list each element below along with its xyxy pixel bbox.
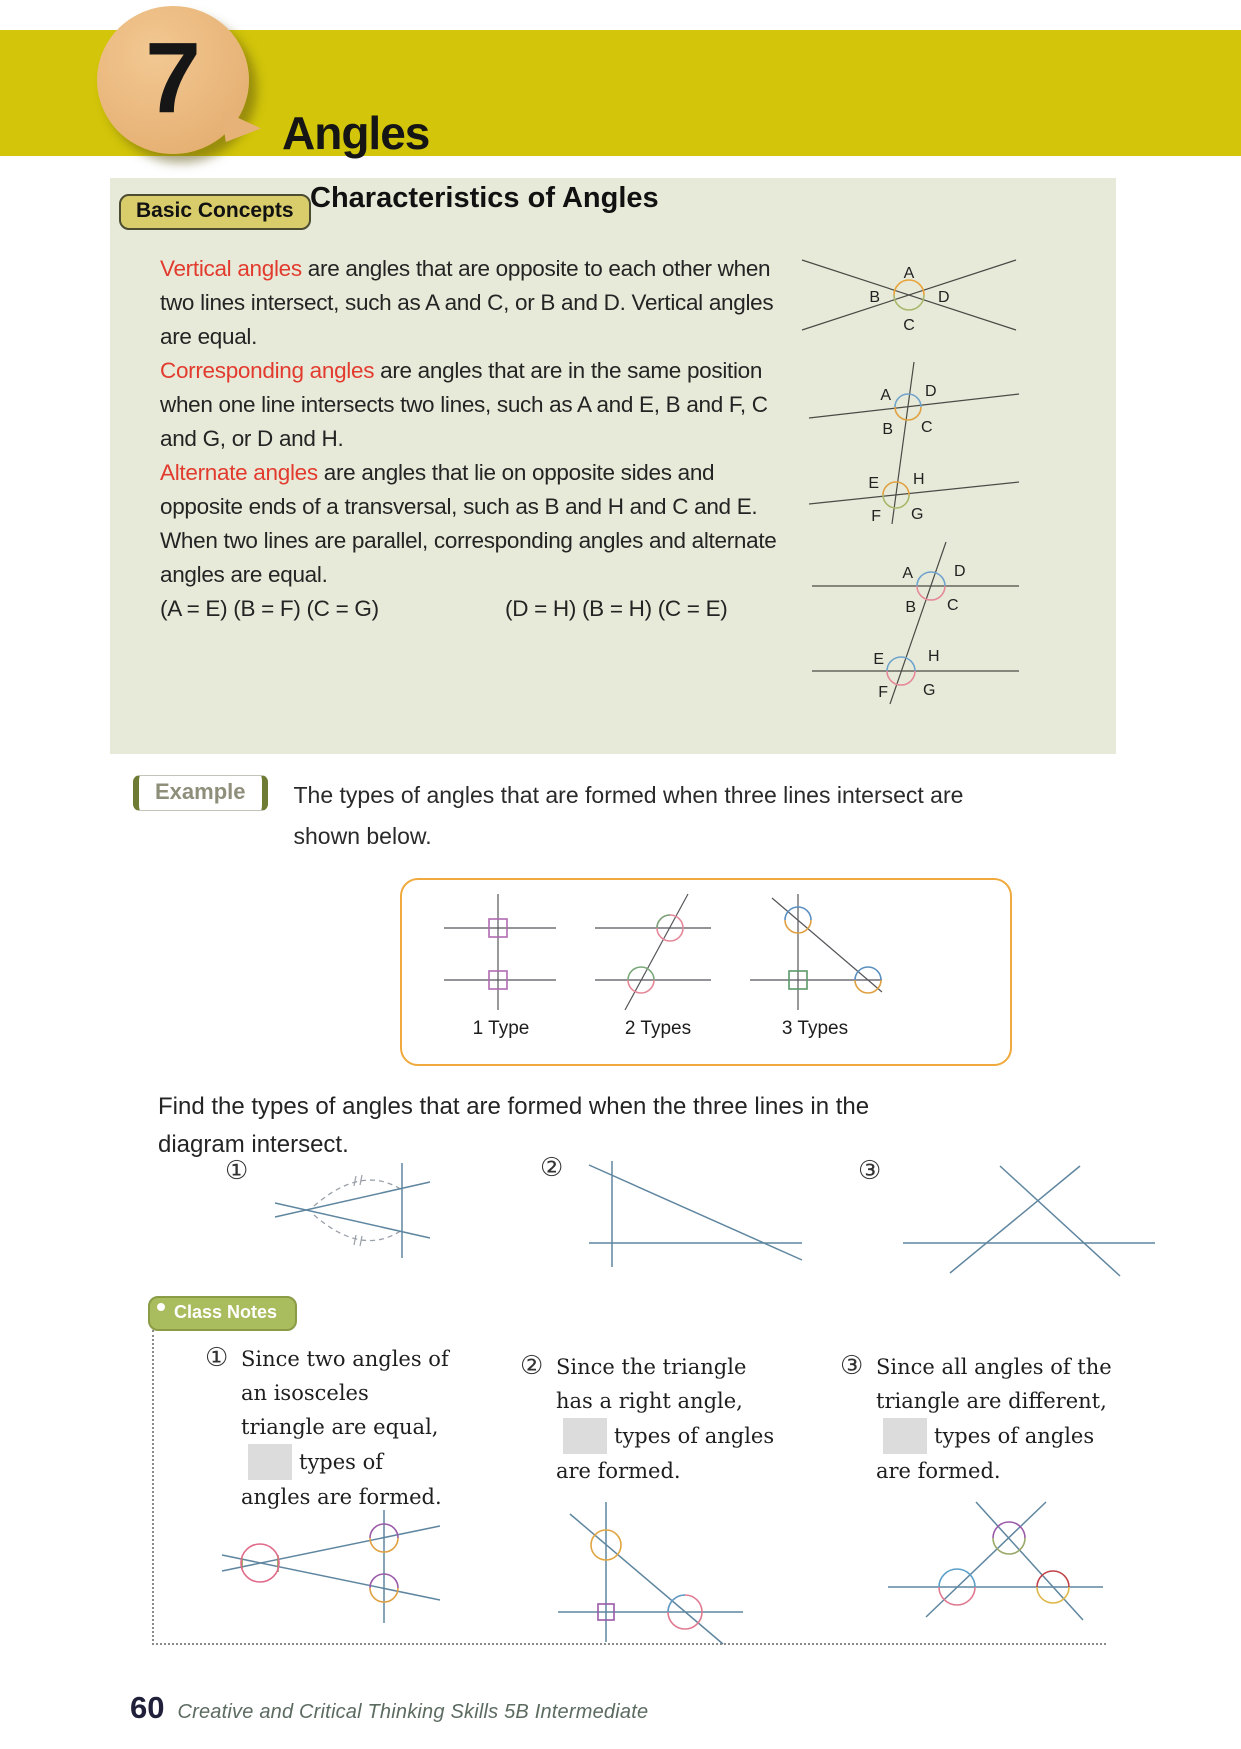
note-text-after: types of angles are formed.	[241, 1450, 442, 1509]
definition-vertical-body: are angles that are opposite to each other when two lines intersect, such as A and C, or B and D. Vertical angles are equal.	[160, 256, 774, 349]
exercise-item-2	[540, 1155, 807, 1273]
example-badge: Example	[133, 775, 268, 811]
example-intro: The types of angles that are formed when three lines intersect are shown below.	[293, 782, 964, 849]
book-title: Creative and Critical Thinking Skills 5B Intermediate	[177, 1701, 649, 1723]
note-text-before: Since two angles of an isosceles triangle are equal,	[241, 1347, 449, 1439]
chapter-number: 7	[145, 22, 201, 134]
exercise-diagram-1	[262, 1158, 442, 1263]
answer-blank	[563, 1418, 607, 1454]
angle-label: D	[925, 383, 937, 400]
example-types-box	[400, 878, 1012, 1066]
class-notes-label: Class Notes	[174, 1302, 278, 1322]
note-text	[876, 1350, 1112, 1488]
angle-label: G	[923, 682, 936, 699]
angle-label: C	[903, 317, 915, 334]
badge-dot	[157, 1303, 165, 1311]
panel-diagrams	[782, 238, 1112, 718]
note-diagram-1	[212, 1498, 447, 1633]
note-text	[556, 1350, 785, 1488]
exercise-diagram-3	[895, 1158, 1165, 1278]
chapter-number-bubble	[97, 6, 249, 154]
example-cell-one-type	[426, 888, 576, 1064]
page-number: 60	[130, 1690, 165, 1725]
example-cell-three-types	[740, 888, 890, 1064]
angle-label: G	[911, 506, 924, 523]
parallel-note: When two lines are parallel, corresponding angles and alternate angles are equal.	[160, 528, 777, 587]
vertical-angles-diagram	[794, 238, 1024, 348]
item-number: ③	[858, 1156, 882, 1186]
angle-label: B	[882, 421, 893, 438]
class-note-3	[840, 1350, 1112, 1488]
two-types-diagram	[583, 888, 733, 1016]
section-heading: Characteristics of Angles	[310, 182, 659, 214]
angle-label: B	[905, 599, 916, 616]
angle-label: D	[938, 289, 950, 306]
angle-label: A	[880, 387, 891, 404]
chapter-title: Angles	[282, 107, 430, 159]
angle-label: A	[903, 265, 915, 282]
note-text	[241, 1342, 457, 1514]
angle-label: A	[902, 565, 913, 582]
example-section	[133, 775, 1113, 857]
definition-vertical	[160, 252, 788, 354]
class-note-2	[520, 1350, 785, 1488]
angle-label: D	[954, 563, 966, 580]
note-text-before: Since all angles of the triangle are different,	[876, 1355, 1112, 1413]
angle-label: C	[921, 419, 933, 436]
equations-alternate: (D = H) (B = H) (C = E)	[505, 596, 728, 621]
note-text-after: types of angles are formed.	[556, 1424, 775, 1483]
angle-label: E	[873, 651, 884, 668]
parallel-lines-diagram	[794, 538, 1024, 708]
basic-concepts-panel	[110, 178, 1116, 754]
definition-alternate	[160, 456, 788, 524]
exercise-diagram-2	[577, 1155, 807, 1273]
page-footer	[130, 1690, 648, 1726]
note-diagram-2	[538, 1492, 753, 1647]
note-text-after: types of angles are formed.	[876, 1424, 1095, 1483]
item-number: ②	[540, 1153, 564, 1183]
basic-concepts-badge: Basic Concepts	[119, 194, 311, 230]
term-alternate-angles: Alternate angles	[160, 460, 318, 485]
type-caption: 3 Types	[781, 1018, 849, 1039]
angle-label: H	[928, 648, 940, 665]
answer-blank	[883, 1418, 927, 1454]
exercise-question: Find the types of angles that are formed when the three lines in the diagram intersect.	[158, 1093, 870, 1158]
three-types-diagram	[740, 888, 890, 1016]
example-cell-two-types	[583, 888, 733, 1064]
equations-corresponding: (A = E) (B = F) (C = G)	[160, 596, 379, 621]
angle-equations	[160, 592, 788, 626]
one-type-diagram	[426, 888, 576, 1016]
angle-label: E	[868, 475, 879, 492]
exercise-item-3	[858, 1158, 1165, 1278]
term-vertical-angles: Vertical angles	[160, 256, 302, 281]
definition-alternate-body: are angles that lie on opposite sides and opposite ends of a transversal, such as B and H and C and E.	[160, 460, 758, 519]
angle-label: B	[869, 289, 880, 306]
answer-blank	[248, 1444, 292, 1480]
angle-label: F	[871, 508, 881, 525]
definition-corresponding-body: are angles that are in the same position when one line intersects two lines, such as A and E, B and F, C and G, or D and H.	[160, 358, 768, 451]
exercise-item-1	[225, 1158, 442, 1263]
note-diagram-3	[878, 1492, 1113, 1627]
angle-label: C	[947, 597, 959, 614]
note-text-before: Since the triangle has a right angle,	[556, 1355, 747, 1413]
note-number: ②	[520, 1351, 544, 1381]
class-note-1	[205, 1342, 457, 1514]
class-notes-badge	[148, 1296, 297, 1331]
definitions-text	[160, 252, 788, 626]
note-number: ③	[840, 1351, 864, 1381]
note-number: ①	[205, 1343, 229, 1373]
item-number: ①	[225, 1156, 249, 1186]
type-caption: 1 Type	[472, 1018, 530, 1039]
angle-label: F	[878, 684, 888, 701]
type-caption: 2 Types	[624, 1018, 692, 1039]
corresponding-angles-diagram	[794, 358, 1024, 528]
definition-corresponding	[160, 354, 788, 456]
term-corresponding-angles: Corresponding angles	[160, 358, 375, 383]
angle-label: H	[913, 471, 925, 488]
